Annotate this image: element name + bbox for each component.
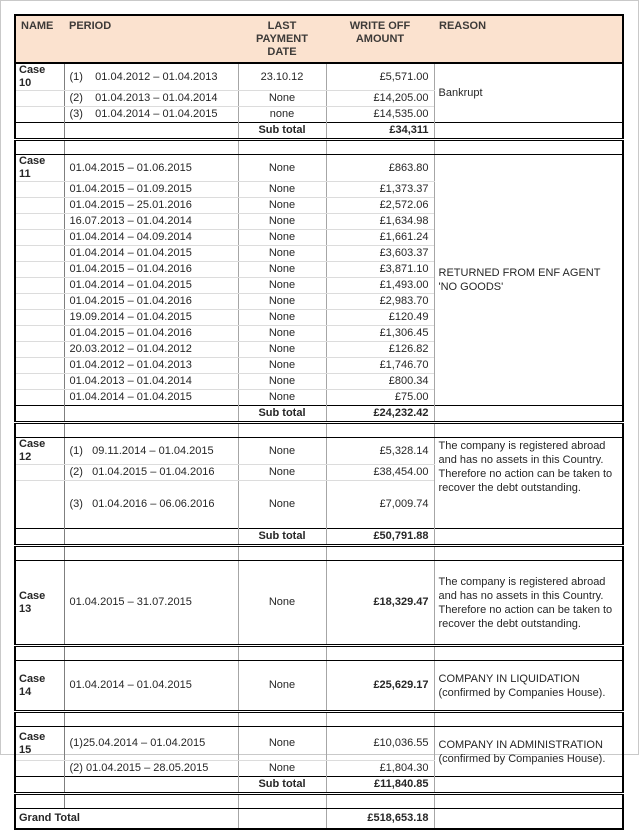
amount-cell: £3,603.37 [326, 246, 434, 262]
case-row [15, 155, 623, 182]
amount-cell: £1,661.24 [326, 230, 434, 246]
reason-cell: The company is registered abroad and has no assets in this Country. Therefore no action can be taken to recover the debt outstanding. [434, 438, 623, 529]
section-gap-row [15, 140, 623, 155]
amount-cell: £18,329.47 [326, 561, 434, 646]
case-name-cell: Case 10 [15, 63, 64, 91]
gap-cell [238, 140, 326, 155]
last-payment-cell: none [238, 107, 326, 123]
period-cell: 01.04.2015 – 01.06.2015 [64, 155, 238, 182]
period-cell: 01.04.2014 – 01.04.2015 [64, 278, 238, 294]
last-payment-cell: None [238, 246, 326, 262]
period-cell: 01.04.2015 – 01.04.2016 [64, 326, 238, 342]
subtotal-label-cell: Sub total [238, 123, 326, 140]
case-name-cell [15, 465, 64, 481]
subtotal-reason-cell [434, 529, 623, 546]
col-header-last-payment-date [238, 15, 326, 63]
period-cell: (1) 01.04.2012 – 01.04.2013 [64, 63, 238, 91]
table-body [15, 63, 623, 829]
case-row [15, 561, 623, 646]
gap-cell [434, 646, 623, 661]
last-payment-cell: None [238, 342, 326, 358]
gap-cell [238, 794, 326, 809]
last-payment-cell: None [238, 465, 326, 481]
period-cell: (2) 01.04.2013 – 01.04.2014 [64, 91, 238, 107]
amount-cell: £7,009.74 [326, 481, 434, 529]
amount-cell: £38,454.00 [326, 465, 434, 481]
amount-cell: £14,205.00 [326, 91, 434, 107]
gap-cell [434, 546, 623, 561]
last-payment-cell: None [238, 761, 326, 777]
gap-cell [326, 794, 434, 809]
period-cell: (2) 01.04.2015 – 01.04.2016 [64, 465, 238, 481]
subtotal-period-cell [64, 529, 238, 546]
period-cell: 01.04.2015 – 31.07.2015 [64, 561, 238, 646]
gap-cell [326, 546, 434, 561]
gap-cell [64, 140, 238, 155]
subtotal-amount-cell: £34,311 [326, 123, 434, 140]
amount-cell: £2,572.06 [326, 198, 434, 214]
amount-cell: £2,983.70 [326, 294, 434, 310]
period-cell: 01.04.2012 – 01.04.2013 [64, 358, 238, 374]
case-name-cell: Case 13 [15, 561, 64, 646]
gap-cell [238, 546, 326, 561]
gap-cell [238, 423, 326, 438]
case-name-cell: Case 14 [15, 661, 64, 712]
subtotal-row [15, 123, 623, 140]
gap-cell [15, 423, 64, 438]
period-cell: 01.04.2014 – 01.04.2015 [64, 661, 238, 712]
case-name-cell [15, 310, 64, 326]
amount-cell: £1,804.30 [326, 761, 434, 777]
grand-total-reason-cell [434, 809, 623, 830]
amount-cell: £14,535.00 [326, 107, 434, 123]
subtotal-label-cell: Sub total [238, 777, 326, 794]
gap-cell [15, 140, 64, 155]
case-row [15, 63, 623, 91]
subtotal-name-cell [15, 406, 64, 423]
subtotal-row [15, 777, 623, 794]
amount-cell: £10,036.55 [326, 727, 434, 761]
case-row [15, 727, 623, 761]
case-name-cell: Case 11 [15, 155, 64, 182]
subtotal-label-cell: Sub total [238, 406, 326, 423]
case-name-cell [15, 262, 64, 278]
last-payment-cell: None [238, 661, 326, 712]
period-cell: 01.04.2014 – 04.09.2014 [64, 230, 238, 246]
amount-cell: £1,306.45 [326, 326, 434, 342]
gap-cell [15, 646, 64, 661]
last-payment-cell: None [238, 262, 326, 278]
gap-cell [64, 712, 238, 727]
case-name-cell [15, 91, 64, 107]
subtotal-reason-cell [434, 406, 623, 423]
subtotal-label-cell: Sub total [238, 529, 326, 546]
last-payment-cell: None [238, 481, 326, 529]
last-payment-cell: None [238, 214, 326, 230]
case-name-cell: Case 12 [15, 438, 64, 465]
period-cell: 01.04.2015 – 01.04.2016 [64, 262, 238, 278]
period-cell: 20.03.2012 – 01.04.2012 [64, 342, 238, 358]
gap-cell [15, 546, 64, 561]
subtotal-reason-cell [434, 123, 623, 140]
subtotal-amount-cell: £24,232.42 [326, 406, 434, 423]
subtotal-period-cell [64, 777, 238, 794]
section-gap-row [15, 794, 623, 809]
col-header-period: PERIOD [64, 15, 238, 63]
section-gap-row [15, 423, 623, 438]
section-gap-row [15, 646, 623, 661]
subtotal-amount-cell: £50,791.88 [326, 529, 434, 546]
gap-cell [434, 712, 623, 727]
gap-cell [15, 794, 64, 809]
col-header-reason: REASON [434, 15, 623, 63]
last-payment-cell: 23.10.12 [238, 63, 326, 91]
grand-total-label-cell: Grand Total [19, 812, 80, 824]
amount-cell: £1,746.70 [326, 358, 434, 374]
case-name-cell [15, 481, 64, 529]
case-name-cell [15, 198, 64, 214]
period-cell: 01.04.2014 – 01.04.2015 [64, 390, 238, 406]
grand-total-lp-cell [238, 809, 326, 830]
gap-cell [238, 646, 326, 661]
subtotal-reason-cell [434, 777, 623, 794]
case-name-cell [15, 230, 64, 246]
last-payment-cell: None [238, 91, 326, 107]
gap-cell [238, 712, 326, 727]
subtotal-amount-cell: £11,840.85 [326, 777, 434, 794]
subtotal-name-cell [15, 529, 64, 546]
period-cell: 19.09.2014 – 01.04.2015 [64, 310, 238, 326]
last-payment-cell: None [238, 278, 326, 294]
case-name-cell [15, 326, 64, 342]
header-line-last-payment: LAST PAYMENT [256, 20, 308, 45]
case-row [15, 438, 623, 465]
amount-cell: £863.80 [326, 155, 434, 182]
gap-cell [15, 712, 64, 727]
case-name-cell [15, 390, 64, 406]
amount-cell: £1,493.00 [326, 278, 434, 294]
last-payment-cell: None [238, 438, 326, 465]
gap-cell [434, 794, 623, 809]
period-cell: (3) 01.04.2014 – 01.04.2015 [64, 107, 238, 123]
gap-cell [326, 423, 434, 438]
period-cell: 01.04.2014 – 01.04.2015 [64, 246, 238, 262]
case-name-cell [15, 182, 64, 198]
last-payment-cell: None [238, 310, 326, 326]
header-row [15, 15, 623, 63]
section-gap-row [15, 712, 623, 727]
last-payment-cell: None [238, 326, 326, 342]
amount-cell: £5,571.00 [326, 63, 434, 91]
case-name-cell [15, 107, 64, 123]
grand-total-row [15, 809, 623, 830]
subtotal-row [15, 529, 623, 546]
case-name-cell [15, 214, 64, 230]
section-gap-row [15, 546, 623, 561]
case-name-cell: Case 15 [15, 727, 64, 761]
period-cell: 16.07.2013 – 01.04.2014 [64, 214, 238, 230]
subtotal-period-cell [64, 123, 238, 140]
amount-cell: £126.82 [326, 342, 434, 358]
amount-cell: £75.00 [326, 390, 434, 406]
last-payment-cell: None [238, 561, 326, 646]
reason-cell: COMPANY IN ADMINISTRATION (confirmed by Companies House). [434, 727, 623, 777]
gap-cell [64, 546, 238, 561]
gap-cell [434, 140, 623, 155]
period-cell: (3) 01.04.2016 – 06.06.2016 [64, 481, 238, 529]
case-name-cell [15, 342, 64, 358]
gap-cell [326, 140, 434, 155]
case-name-cell [15, 374, 64, 390]
amount-cell: £800.34 [326, 374, 434, 390]
subtotal-name-cell [15, 777, 64, 794]
period-cell: (2) 01.04.2015 – 28.05.2015 [64, 761, 238, 777]
period-cell: (1) 09.11.2014 – 01.04.2015 [64, 438, 238, 465]
period-cell: (1)25.04.2014 – 01.04.2015 [64, 727, 238, 761]
gap-cell [326, 712, 434, 727]
last-payment-cell: None [238, 182, 326, 198]
period-cell: 01.04.2013 – 01.04.2014 [64, 374, 238, 390]
amount-cell: £120.49 [326, 310, 434, 326]
last-payment-cell: None [238, 358, 326, 374]
amount-cell: £25,629.17 [326, 661, 434, 712]
case-name-cell [15, 278, 64, 294]
header-line-date: DATE [267, 46, 297, 58]
case-name-cell [15, 358, 64, 374]
subtotal-row [15, 406, 623, 423]
grand-total-amount-cell: £518,653.18 [326, 809, 434, 830]
last-payment-cell: None [238, 155, 326, 182]
period-cell: 01.04.2015 – 01.09.2015 [64, 182, 238, 198]
last-payment-cell: None [238, 294, 326, 310]
subtotal-name-cell [15, 123, 64, 140]
case-row [15, 661, 623, 712]
case-name-cell [15, 294, 64, 310]
col-header-write-off-amount: WRITE OFF AMOUNT [326, 15, 434, 63]
amount-cell: £3,871.10 [326, 262, 434, 278]
amount-cell: £1,373.37 [326, 182, 434, 198]
last-payment-cell: None [238, 727, 326, 761]
gap-cell [64, 423, 238, 438]
gap-cell [64, 646, 238, 661]
reason-cell: COMPANY IN LIQUIDATION (confirmed by Companies House). [434, 661, 623, 712]
last-payment-cell: None [238, 198, 326, 214]
case-name-cell [15, 246, 64, 262]
write-off-table [14, 14, 624, 830]
col-header-name: NAME [15, 15, 64, 63]
last-payment-cell: None [238, 230, 326, 246]
period-cell: 01.04.2015 – 01.04.2016 [64, 294, 238, 310]
case-name-cell [15, 761, 64, 777]
subtotal-period-cell [64, 406, 238, 423]
reason-cell: Bankrupt [434, 63, 623, 123]
amount-cell: £1,634.98 [326, 214, 434, 230]
last-payment-cell: None [238, 390, 326, 406]
gap-cell [64, 794, 238, 809]
reason-cell: The company is registered abroad and has no assets in this Country. Therefore no action can be taken to recover the debt outstanding. [434, 561, 623, 646]
period-cell: 01.04.2015 – 25.01.2016 [64, 198, 238, 214]
reason-cell: RETURNED FROM ENF AGENT 'NO GOODS' [434, 155, 623, 406]
gap-cell [326, 646, 434, 661]
gap-cell [434, 423, 623, 438]
last-payment-cell: None [238, 374, 326, 390]
amount-cell: £5,328.14 [326, 438, 434, 465]
